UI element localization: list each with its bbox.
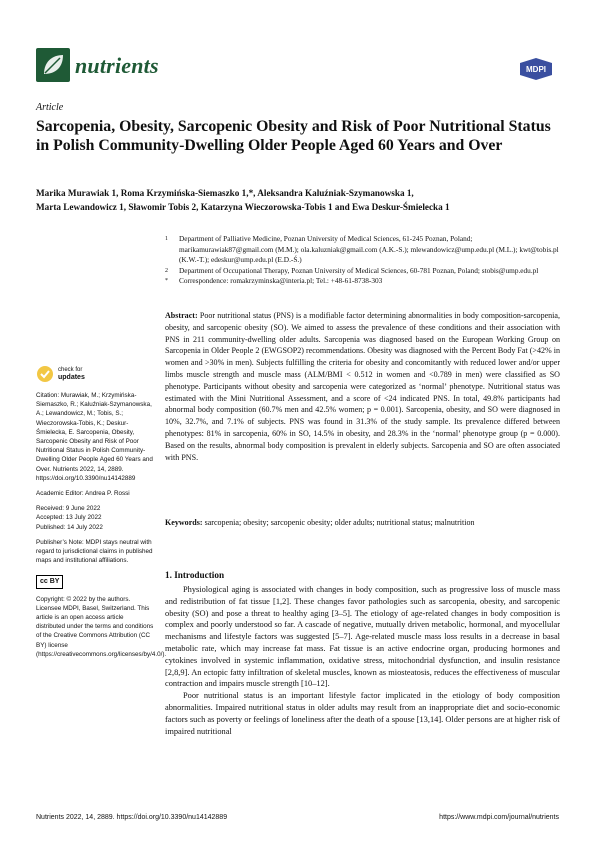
introduction-body	[165, 584, 560, 737]
affiliation-item	[165, 276, 565, 287]
abstract-label: Abstract:	[165, 311, 198, 320]
affiliation-text: Department of Palliative Medicine, Poznan University of Medical Sciences, 61-245 Poznan, Poland; marikamurawiak87@gmail.com (M.M.); ola.kaluzniak@gmail.com (A.K.-S.); mlewandowicz@ump.edu.pl (M.L.); kwt@tobis.pl (K.W.-T.); edeskur@ump.edu.pl (E.D.-Ś.)	[179, 234, 559, 265]
affiliation-item	[165, 234, 565, 266]
affiliation-number: 1	[165, 236, 168, 242]
author-list	[36, 186, 556, 214]
affiliation-text: Department of Occupational Therapy, Poznan University of Medical Sciences, 60-781 Poznan, Poland; stobis@ump.edu.pl	[179, 265, 539, 275]
received-date: Received: 9 June 2022	[36, 505, 101, 513]
mdpi-logo[interactable]	[518, 57, 554, 81]
affiliation-number: *	[165, 278, 168, 285]
article-title: Sarcopenia, Obesity, Sarcopenic Obesity and Risk of Poor Nutritional Status in Polish Community-Dwelling Older People Aged 60 Years and Over	[36, 118, 551, 154]
article-type: Article	[36, 102, 64, 113]
abstract	[165, 310, 560, 463]
paragraph: Poor nutritional status is an important lifestyle factor implicated in the etiology of body composition abnormalities. Impaired nutritional status in older adults may result from an inappropriate diet and socio-economic factors such as poverty or feelings of loneliness after the death of a spouse [13,14]. Older persons are at higher risk of impaired nutritional	[165, 691, 560, 736]
keywords-text: sarcopenia; obesity; sarcopenic obesity; older adults; nutritional status; malnutrition	[204, 518, 475, 527]
section-heading: 1. Introduction	[165, 570, 225, 580]
journal-logo	[36, 48, 70, 82]
copyright: Copyright: © 2022 by the authors. Licensee MDPI, Basel, Switzerland. This article is an open access article distributed under the terms and conditions of the Creative Commons Attribution (CC BY) license (https://creativecommons.org/licenses/by/4.0/).	[36, 595, 167, 658]
accepted-date: Accepted: 13 July 2022	[36, 514, 102, 522]
cc-by-badge[interactable]: cc BY	[36, 575, 63, 588]
sidebar-metadata	[36, 365, 167, 665]
footer-citation: Nutrients 2022, 14, 2889. https://doi.org/10.3390/nu14142889	[36, 814, 228, 821]
keywords	[165, 517, 560, 529]
keywords-label: Keywords:	[165, 518, 203, 527]
publisher-note: Publisher’s Note: MDPI stays neutral with regard to jurisdictional claims in published maps and institutional affiliations.	[36, 538, 153, 565]
affiliation-item	[165, 266, 565, 277]
leaf-icon	[36, 48, 70, 82]
abstract-text: Poor nutritional status (PNS) is a modifiable factor determining abnormalities in body composition-sarcopenia, obesity, and sarcopenic obesity (SO). We aimed to assess the prevalence of these conditions and their association with PNS in 211 community-dwelling older adults. Sarcopenia was diagnosed based on the European Working Group on Sarcopenia in Older People 2 (EWGSOP2) recommendations. Obesity was diagnosed with the Percent Body Fat (>42% in women and >30% in men). Subjects fulfilling the criteria for obesity and concomitantly with reduced lower and/or upper limbs muscle strength and muscle mass (ALM/BMI < 0.512 in women and <0.789 in men) were classified as SO phenotype. Participants without obesity and sarcopenia were categorized as ‘normal’ phenotype. Nutritional status was estimated with the Mini Nutritional Assessment, and a score of <24 indicated PNS. In total, 49.8% participants had abnormal body composition (60.7% men and 42.5% women; p = 0.001). Sarcopenia, obesity, and SO were diagnosed in 10%, 32.7%, and 7.1% of subjects. PNS was found in 31.3% of the study sample. Its prevalence differed between phenotypes: 81% in sarcopenia, 60% in SO, 14.5% in obesity, and 28.3% in the ‘normal’ phenotype group (p = 0.000). Based on the results, abnormal body composition is prevalent in elderly subjects. Sarcopenia and SO are often associated with PNS.	[165, 311, 561, 462]
citation: Citation: Murawiak, M.; Krzymińska-Siemaszko, R.; Kaluźniak-Szymanowska, A.; Lewandowicz, M.; Tobis, S.; Wieczorowska-Tobis, K.; Deskur-Śmielecka, E. Sarcopenia, Obesity, Sarcopenic Obesity and Risk of Poor Nutritional Status in Polish Community-Dwelling Older People Aged 60 Years and Over. Nutrients 2022, 14, 2889. https://doi.org/10.3390/nu14142889	[36, 392, 153, 482]
footer-journal-link[interactable]: https://www.mdpi.com/journal/nutrients	[439, 814, 559, 821]
journal-name[interactable]: nutrients	[75, 53, 159, 78]
paragraph: Physiological aging is associated with changes in body composition, such as progressive loss of muscle mass and redistribution of fat tissue [1,2]. These changes favor pathologies such as sarcopenia, obesity, and sarcopenic obesity (SO) and pose a threat to healthy aging [3–5]. The etiology of age-related changes in body composition is complex and poorly understood so far. A cascade of negative, mutually driven metabolic, hormonal, and myocellular mechanisms and lifestyle factors was suggested [5–7]. Age-related muscle mass loss results in a decrease in basal metabolic rate, which may increase fat mass. Fat tissue is an active endocrine organ, producing hormones and cytokines involved in systemic inflammation, oxidative stress, mitochondrial dysfunction, and insulin resistance [2,8,9]. An ectopic fatty infiltration of skeletal muscles, known as miosteatosis, reduces the effectiveness of muscular contraction and impairs muscle strength [10–12].	[165, 585, 560, 689]
published-date: Published: 14 July 2022	[36, 523, 103, 531]
academic-editor: Academic Editor: Andrea P. Rossi	[36, 490, 130, 498]
check-updates-icon	[36, 365, 54, 383]
affiliation-number: 2	[165, 267, 168, 274]
authors-line-1: Marika Murawiak 1, Roma Krzymińska-Siemaszko 1,*, Aleksandra Kaluźniak-Szymanowska 1,	[36, 188, 414, 198]
correspondence-text: Correspondence: romakrzyminska@interia.pl; Tel.: +48-61-8738-303	[179, 276, 383, 286]
svg-text:MDPI: MDPI	[526, 65, 546, 74]
authors-line-2: Marta Lewandowicz 1, Sławomir Tobis 2, Katarzyna Wieczorowska-Tobis 1 and Ewa Deskur-Śmielecka 1	[36, 202, 450, 212]
check-updates-badge[interactable]: check for updates	[36, 365, 154, 383]
affiliations	[165, 234, 565, 287]
